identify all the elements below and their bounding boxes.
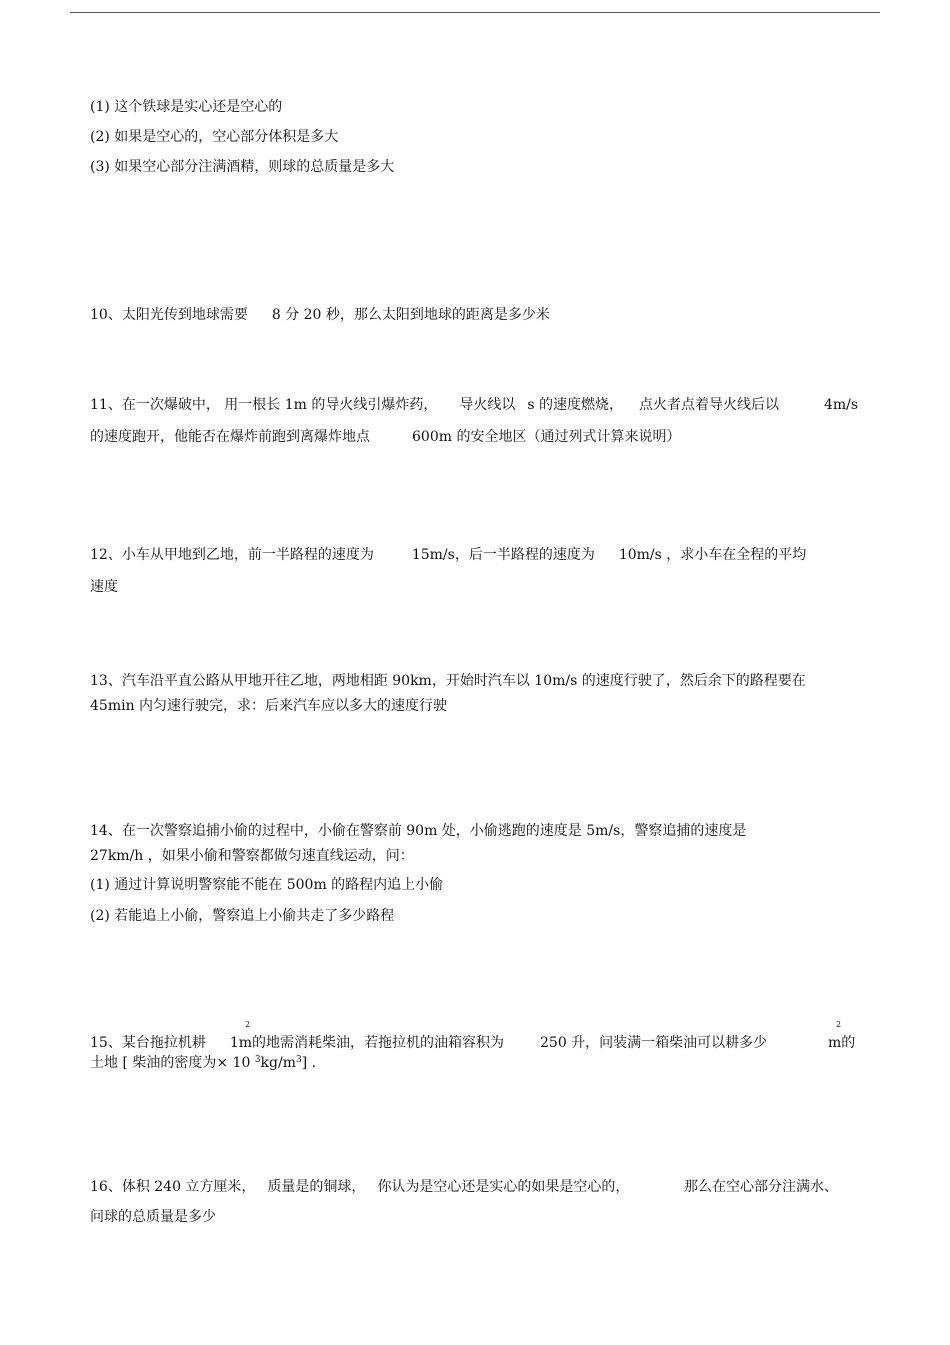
q11-text-a: 11、在一次爆破中， 用一根长 1m 的导火线引爆炸药， bbox=[90, 397, 438, 413]
q12-text-b: 15m/s，后一半路程的速度为 bbox=[411, 547, 595, 563]
q16-text-d: 那么在空心部分注满水、 bbox=[684, 1179, 838, 1195]
q16-text-b: 质量是的铜球， bbox=[267, 1179, 366, 1195]
q15-text-g: ] . bbox=[301, 1055, 317, 1071]
q12-line2: 速度 bbox=[90, 579, 118, 595]
q11-text-e: 的速度跑开，他能否在爆炸前跑到离爆炸地点 bbox=[90, 429, 370, 445]
q9-sub2: (2) 如果是空心的，空心部分体积是多大 bbox=[90, 129, 339, 145]
q12-line1 bbox=[90, 546, 806, 564]
q15-text-f: kg/m bbox=[260, 1055, 296, 1071]
header-rule bbox=[70, 12, 880, 13]
q13-line2: 45min 内匀速行驶完，求：后来汽车应以多大的速度行驶 bbox=[90, 698, 448, 714]
q12-text-c: 10m/s ，求小车在全程的平均 bbox=[618, 547, 807, 563]
q11-line2 bbox=[90, 428, 680, 446]
q14-line1: 14、在一次警察追捕小偷的过程中，小偷在警察前 90m 处，小偷逃跑的速度是 5m/s，警察追捕的速度是 bbox=[90, 823, 747, 839]
q15-line2 bbox=[90, 1054, 316, 1074]
q16-line2: 问球的总质量是多少 bbox=[90, 1209, 216, 1225]
q11-speed: 4m/s bbox=[824, 397, 859, 413]
q13-line1: 13、汽车沿平直公路从甲地开往乙地，两地相距 90km，开始时汽车以 10m/s 的速度行驶了，然后余下的路程要在 bbox=[90, 673, 806, 689]
q10-line1 bbox=[90, 306, 550, 324]
q16-line1 bbox=[90, 1178, 629, 1196]
q12-text-a: 12、小车从甲地到乙地，前一半路程的速度为 bbox=[90, 547, 374, 563]
q15-sup-b: 3 bbox=[295, 1055, 302, 1065]
q10-text-b: 8 分 20 秒，那么太阳到地球的距离是多少米 bbox=[271, 307, 550, 323]
q15-sup-a: 3 bbox=[254, 1055, 261, 1065]
q16-text-c: 你认为是空心还是实心的如果是空心的， bbox=[377, 1179, 630, 1195]
q15-text-c: 的地需消耗柴油，若拖拉机的油箱容积为 bbox=[252, 1035, 505, 1051]
q15-line1 bbox=[90, 1034, 767, 1052]
q11-text-d: 点火者点着导火线后以 bbox=[639, 397, 779, 413]
q11-text-b: 导火线以 bbox=[459, 397, 516, 413]
q15-text-a: 15、某台拖拉机耕 bbox=[90, 1035, 206, 1051]
q14-line2: 27km/h ，如果小偷和警察都做匀速直线运动，问： bbox=[90, 848, 414, 864]
q10-text-a: 10、太阳光传到地球需要 bbox=[90, 307, 248, 323]
q11-text-f: 600m 的安全地区（通过列式计算来说明） bbox=[412, 429, 681, 445]
q11-text-c: s 的速度燃烧， bbox=[527, 397, 623, 413]
q16-text-a: 16、体积 240 立方厘米， bbox=[90, 1179, 256, 1195]
q9-sub3: (3) 如果空心部分注满酒精，则球的总质量是多大 bbox=[90, 159, 395, 175]
q15-text-e: 土地 [ 柴油的密度为× 10 bbox=[90, 1055, 255, 1071]
q9-sub1: (1) 这个铁球是实心还是空心的 bbox=[90, 99, 283, 115]
q15-text-d: 250 升，问装满一箱柴油可以耕多少 bbox=[540, 1035, 768, 1051]
q15-exponent-1: 2 bbox=[245, 1020, 251, 1029]
q15-text-b: 1m bbox=[229, 1035, 253, 1051]
q14-sub2: (2) 若能追上小偷，警察追上小偷共走了多少路程 bbox=[90, 908, 395, 924]
q15-exponent-2: 2 bbox=[836, 1020, 842, 1029]
q15-unit: m的 bbox=[828, 1035, 856, 1051]
q11-line1 bbox=[90, 396, 779, 414]
q14-sub1: (1) 通过计算说明警察能不能在 500m 的路程内追上小偷 bbox=[90, 877, 444, 893]
